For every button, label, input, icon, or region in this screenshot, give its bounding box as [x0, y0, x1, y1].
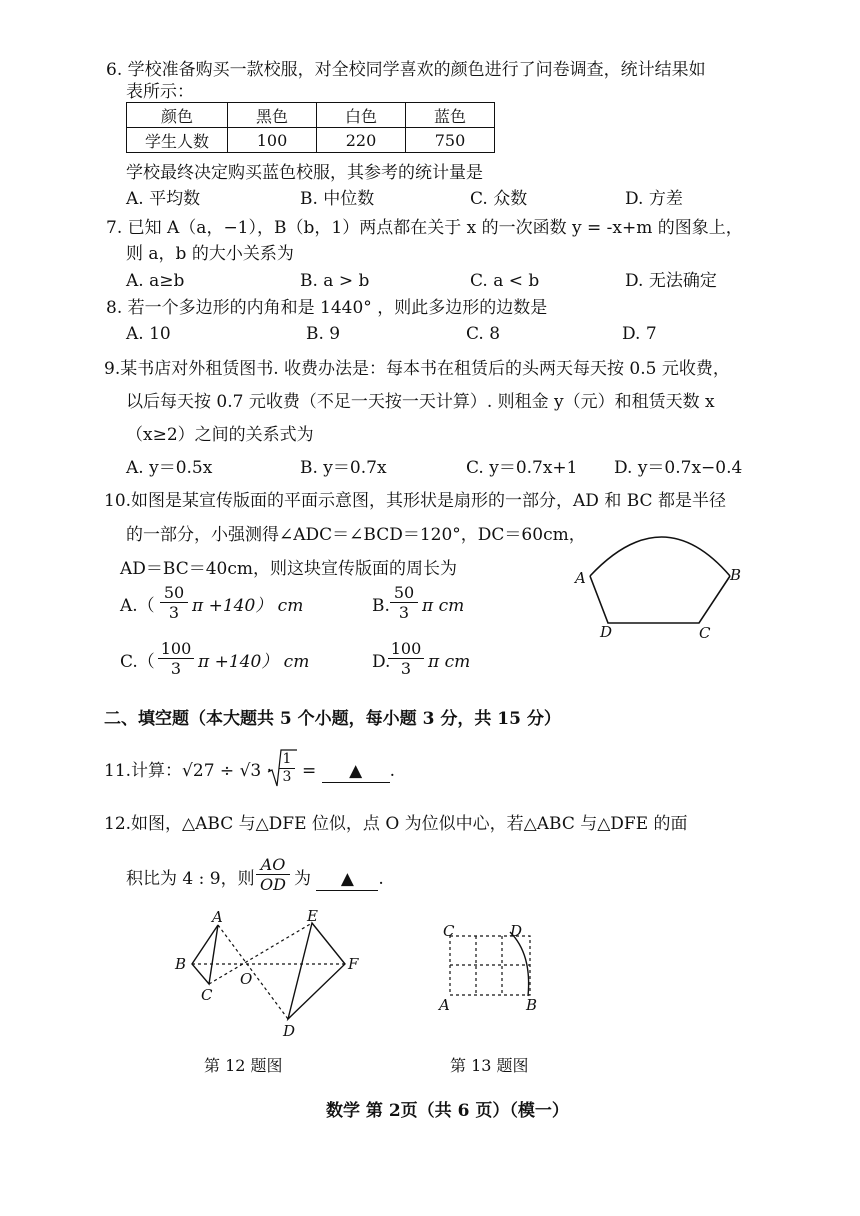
q10-option-d-suffix: π cm	[428, 652, 471, 672]
q7-stem-body: A（a，−1），B（b，1）两点都在关于 x 的一次函数 y = -x+m 的图象上，	[167, 218, 743, 238]
q12-stem-line2-suffix	[294, 868, 384, 891]
q12-label-f: F	[348, 955, 359, 973]
q12-period: .	[378, 869, 384, 889]
q11-answer	[302, 760, 395, 783]
table-cell: 220	[317, 128, 406, 153]
q10-option-b-suffix: π cm	[422, 596, 465, 616]
q12-label-a: A	[212, 908, 223, 926]
q12-fraction	[256, 855, 290, 894]
q12-stem-line1: 12.如图，△ABC 与△DFE 位似，点 O 为位似中心，若△ABC 与△DFE 的面	[104, 814, 688, 834]
q7-stem-line1	[106, 217, 743, 239]
q10-option-b-prefix: B.	[372, 596, 390, 616]
q10-label-a: A	[575, 569, 586, 587]
fraction-denominator: 3	[390, 602, 418, 622]
q10-option-d-fraction	[388, 639, 424, 678]
triangle-dfe	[288, 923, 345, 1019]
q10-option-d-prefix: D.	[372, 652, 391, 672]
q11-period: .	[389, 761, 396, 781]
q13-figure-caption: 第 13 题图	[450, 1056, 529, 1075]
q10-sector-figure	[560, 520, 760, 650]
page-footer: 数学 第 2页（共 6 页）（模一）	[326, 1101, 569, 1121]
q9-option-b: B. y＝0.7x	[300, 458, 387, 478]
fraction-denominator: OD	[256, 874, 290, 894]
q8-option-a: A. 10	[126, 324, 171, 344]
q6-stem-line1: 6. 学校准备购买一款校服，对全校同学喜欢的颜色进行了问卷调查，统计结果如	[106, 60, 706, 80]
section-fill-in-title: 二、填空题（本大题共 5 个小题，每小题 3 分，共 15 分）	[104, 709, 561, 729]
q11-sqrt-sign	[266, 748, 298, 788]
q13-label-c: C	[443, 922, 455, 940]
fraction-denominator: 3	[279, 768, 295, 786]
q9-option-c: C. y＝0.7x+1	[466, 458, 578, 478]
fraction-denominator: 3	[158, 658, 194, 678]
table-cell: 黑色	[228, 103, 317, 128]
table-cell: 750	[406, 128, 495, 153]
fraction-numerator: AO	[260, 855, 286, 874]
q9-option-d: D. y＝0.7x−0.4	[614, 458, 743, 478]
q11-expression: √27 ÷ √3 ·	[182, 761, 273, 781]
q6-option-a: A. 平均数	[126, 189, 201, 209]
q12-stem-line2-prefix: 积比为 4 : 9，则	[126, 869, 255, 889]
q8-option-b: B. 9	[306, 324, 341, 344]
q9-stem-line2: 以后每天按 0.7 元收费（不足一天按一天计算）. 则租金 y（元）和租赁天数 x	[126, 392, 715, 412]
q9-stem-line3: （x≥2）之间的关系式为	[126, 425, 314, 445]
q12-figure-caption: 第 12 题图	[204, 1056, 283, 1075]
q12-label-o: O	[240, 970, 253, 988]
q12-dashed-lines	[192, 923, 345, 1019]
table-cell: 白色	[317, 103, 406, 128]
q6-option-c: C. 众数	[470, 189, 528, 209]
q13-dashed-grid	[450, 936, 530, 995]
q10-option-a-prefix: A.（	[120, 596, 155, 616]
q11-equals: =	[302, 761, 317, 781]
q7-option-d: D. 无法确定	[625, 271, 717, 291]
fraction-numerator: 1	[282, 751, 292, 767]
q10-label-b: B	[730, 566, 742, 584]
q9-option-a: A. y＝0.5x	[126, 458, 213, 478]
q8-option-c: C. 8	[466, 324, 501, 344]
q11-answer-blank[interactable]: ▲	[322, 760, 390, 783]
q12-label-e: E	[307, 907, 318, 925]
fraction-denominator: 3	[388, 658, 424, 678]
q10-option-c-fraction	[158, 639, 194, 678]
table-cell: 蓝色	[406, 103, 495, 128]
table-row	[127, 128, 495, 153]
q10-polygon-sides	[590, 576, 730, 623]
q10-stem-line3: AD＝BC＝40cm，则这块宣传版面的周长为	[120, 559, 457, 579]
q10-stem-line2: 的一部分，小强测得∠ADC＝∠BCD＝120°，DC＝60cm，	[126, 525, 586, 545]
fraction-numerator: 100	[160, 639, 192, 658]
q10-option-c-suffix: π +140） cm	[198, 652, 310, 672]
q11-prefix: 11.计算：	[104, 761, 183, 781]
q12-label-b: B	[175, 955, 187, 973]
q8-option-d: D. 7	[622, 324, 657, 344]
q13-grid-figure	[436, 918, 556, 1018]
radical-line	[268, 750, 297, 786]
q8-stem: 8. 若一个多边形的内角和是 1440° ，则此多边形的边数是	[106, 298, 548, 318]
q12-answer-blank[interactable]: ▲	[316, 868, 378, 891]
q10-label-c: C	[699, 624, 711, 642]
table-cell: 颜色	[127, 103, 228, 128]
q6-stem-line2: 表所示：	[126, 82, 194, 102]
q13-label-d: D	[510, 922, 523, 940]
q7-option-b: B. a > b	[300, 271, 370, 291]
q7-stem-prefix: 7. 已知	[106, 218, 168, 238]
q10-option-a-suffix: π +140） cm	[192, 596, 304, 616]
q6-stem-line3: 学校最终决定购买蓝色校服，其参考的统计量是	[126, 163, 483, 183]
q13-arc	[510, 932, 529, 996]
table-cell: 100	[228, 128, 317, 153]
table-row	[127, 103, 495, 128]
fraction-denominator: 3	[160, 602, 188, 622]
q10-stem-line1: 10.如图是某宣传版面的平面示意图，其形状是扇形的一部分，AD 和 BC 都是半径	[104, 491, 726, 511]
q13-label-b: B	[526, 996, 538, 1014]
fraction-numerator: 50	[163, 583, 185, 602]
triangle-abc	[192, 925, 218, 984]
q10-option-b-fraction	[390, 583, 418, 622]
q12-homothety-figure	[170, 907, 370, 1042]
q10-label-d: D	[600, 623, 613, 641]
q6-option-d: D. 方差	[625, 189, 683, 209]
q13-label-a: A	[439, 996, 450, 1014]
q12-stem-word: 为	[294, 869, 311, 889]
dashed-line-ce	[209, 923, 312, 984]
q6-color-table	[126, 102, 495, 153]
fraction-numerator: 50	[393, 583, 415, 602]
q7-stem-line2: 则 a，b 的大小关系为	[126, 244, 294, 264]
q10-option-a-fraction	[160, 583, 188, 622]
q6-option-b: B. 中位数	[300, 189, 375, 209]
fraction-numerator: 100	[390, 639, 422, 658]
q10-arc	[590, 537, 730, 576]
q7-option-c: C. a < b	[470, 271, 540, 291]
q9-stem-line1: 9.某书店对外租赁图书. 收费办法是：每本书在租赁后的头两天每天按 0.5 元收费，	[104, 359, 730, 379]
table-cell: 学生人数	[127, 128, 228, 153]
q10-option-c-prefix: C.（	[120, 652, 155, 672]
q12-label-c: C	[201, 986, 213, 1004]
q7-option-a: A. a≥b	[126, 271, 185, 291]
dashed-line-ad	[218, 925, 288, 1019]
q11-line	[104, 760, 272, 782]
q12-label-d: D	[283, 1022, 296, 1040]
